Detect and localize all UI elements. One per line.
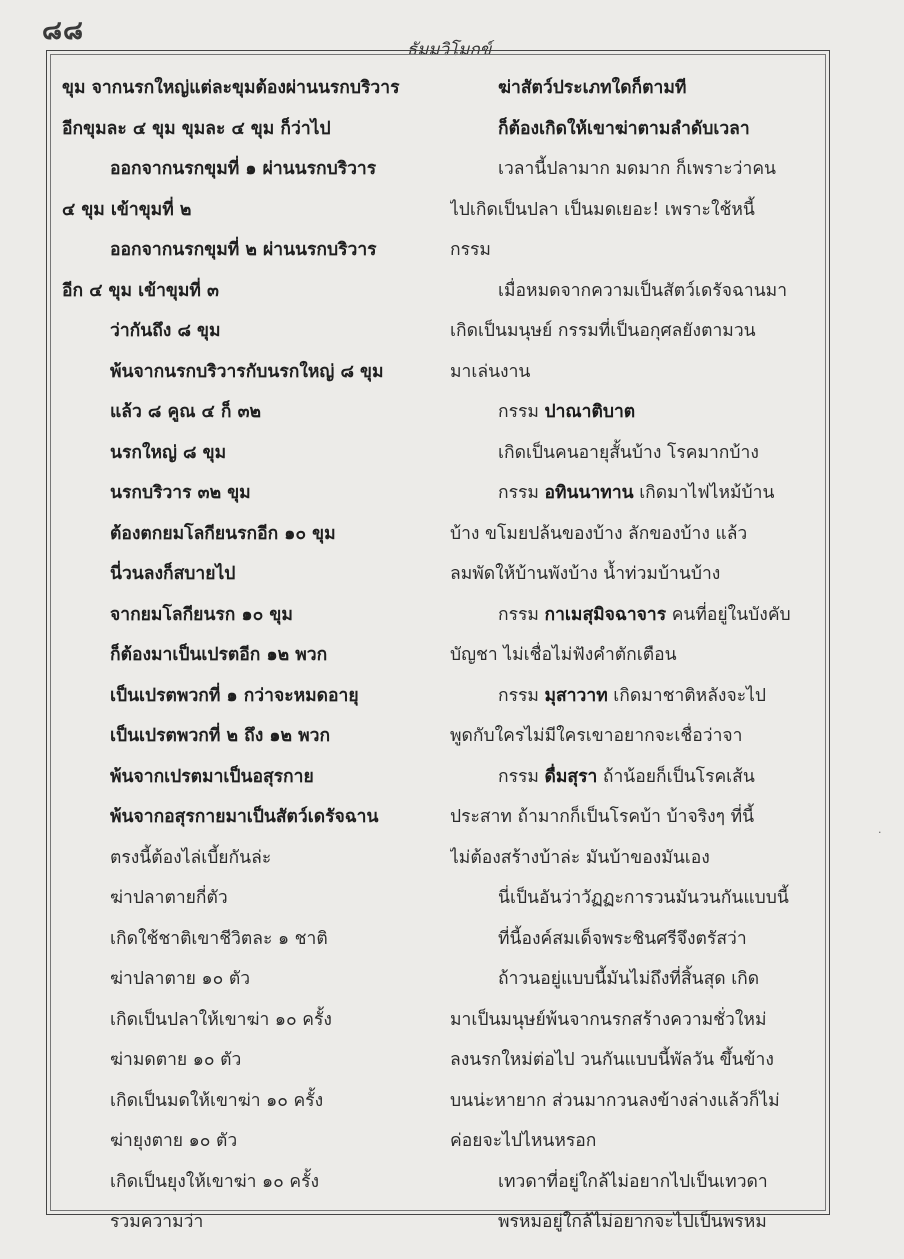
line-text: ไปเกิดเป็นปลา เป็นมดเยอะ! เพราะใช้หนี้: [450, 199, 755, 220]
line-text: กรรม: [498, 604, 545, 625]
text-line: [450, 716, 818, 757]
text-line: [450, 1000, 818, 1041]
running-title: ธัมมวิโมกข์: [406, 40, 492, 60]
text-line: [450, 392, 818, 433]
keyword: ปาณาติบาต: [544, 402, 636, 422]
line-text: เทวดาที่อยู่ใกล้ไม่อยากไปเป็นเทวดา: [498, 1171, 768, 1192]
text-line: [450, 1121, 818, 1162]
text-line: ฆ่าปลาตายกี่ตัว: [110, 888, 228, 908]
line-text: กรรม: [498, 402, 545, 422]
text-line: พ้นจากนรกบริวารกับนรกใหญ่ ๘ ขุม: [110, 361, 384, 382]
line-text: ประสาท ถ้ามากก็เป็นโรคบ้า บ้าจริงๆ ที่นี้: [450, 807, 755, 827]
text-line: [450, 190, 818, 231]
line-text: ลงนรกใหม่ต่อไป วนกันแบบนี้พัลวัน ขึ้นข้าง: [450, 1050, 774, 1070]
text-line: [450, 1162, 818, 1203]
text-line: ตรงนี้ต้องไล่เบี้ยกันล่ะ: [110, 847, 272, 868]
text-line: เป็นเปรตพวกที่ ๒ ถึง ๑๒ พวก: [110, 726, 331, 746]
text-line: พ้นจากอสุรกายมาเป็นสัตว์เดรัจฉาน: [110, 807, 379, 827]
line-text: พูดกับใครไม่มีใครเขาอยากจะเชื่อว่าจา: [450, 726, 743, 746]
text-line: เกิดเป็นมดให้เขาฆ่า ๑๐ ครั้ง: [110, 1090, 324, 1111]
text-line: แล้ว ๘ คูณ ๔ ก็ ๓๒: [110, 402, 262, 422]
text-line: เกิดใช้ชาติเขาชีวิตละ ๑ ชาติ: [110, 928, 328, 949]
text-line: [450, 838, 818, 879]
line-text: ถ้าน้อยก็เป็นโรคเส้น: [597, 766, 755, 787]
text-line: [450, 959, 818, 1000]
edge-mark: ·: [878, 826, 882, 839]
line-text: ฆ่าสัตว์ประเภทใดก็ตามที: [498, 78, 687, 98]
keyword: อทินนาทาน: [544, 483, 634, 503]
line-text: เวลานี้ปลามาก มดมาก ก็เพราะว่าคน: [498, 159, 776, 179]
keyword: กาเมสุมิจฉาจาร: [544, 604, 667, 625]
line-text: นี่เป็นอันว่าวัฏฏะการวนมันวนกันแบบนี้: [498, 888, 789, 908]
text-line: [450, 554, 818, 595]
text-line: [450, 514, 818, 555]
text-line: [450, 635, 818, 676]
text-line: [450, 68, 818, 109]
page-number: ๘๘: [42, 16, 85, 46]
line-text: บ้าง ขโมยปล้นของบ้าง ลักของบ้าง แล้ว: [450, 523, 748, 544]
line-text: กรรม: [498, 483, 545, 503]
text-line: [450, 149, 818, 190]
text-line: [450, 230, 818, 271]
text-line: [450, 473, 818, 514]
line-text: ก็ต้องเกิดให้เขาฆ่าตามลำดับเวลา: [498, 118, 750, 139]
text-line: [450, 595, 818, 636]
text-line: [450, 676, 818, 717]
text-line: นี่วนลงก็สบายไป: [110, 564, 236, 584]
line-text: เกิดเป็นคนอายุสั้นบ้าง โรคมากบ้าง: [498, 442, 759, 463]
text-line: ว่ากันถึง ๘ ขุม: [110, 321, 221, 341]
line-text: ค่อยจะไปไหนหรอก: [450, 1131, 597, 1151]
text-line: ต้องตกยมโลกียนรกอีก ๑๐ ขุม: [110, 523, 336, 544]
text-line: [450, 1081, 818, 1122]
line-text: เกิดมาชาติหลังจะไป: [607, 685, 767, 706]
line-text: พรหมอยู่ใกล้ไม่อยากจะไปเป็นพรหม: [498, 1212, 767, 1232]
line-text: บัญชา ไม่เชื่อไม่ฟังคำตักเตือน: [450, 645, 677, 665]
text-line: อีกขุมละ ๔ ขุม ขุมละ ๔ ขุม ก็ว่าไป: [62, 118, 331, 139]
text-line: ฆ่าปลาตาย ๑๐ ตัว: [110, 969, 251, 989]
text-line: ก็ต้องมาเป็นเปรตอีก ๑๒ พวก: [110, 645, 328, 665]
line-text: เกิดเป็นมนุษย์ กรรมที่เป็นอกุศลยังตามวน: [450, 321, 756, 341]
keyword: มุสาวาท: [544, 685, 608, 706]
line-text: บนน่ะหายาก ส่วนมากวนลงข้างล่างแล้วก็ไม่: [450, 1090, 780, 1111]
text-line: อีก ๔ ขุม เข้าขุมที่ ๓: [62, 280, 219, 301]
keyword: ดื่มสุรา: [544, 766, 598, 787]
text-line: [450, 797, 818, 838]
text-line: [450, 271, 818, 312]
text-line: [450, 311, 818, 352]
line-text: เกิดมาไฟไหม้บ้าน: [633, 483, 775, 503]
text-line: [450, 757, 818, 798]
line-text: ที่นี้องค์สมเด็จพระชินศรีจึงตรัสว่า: [498, 928, 747, 949]
line-text: คนที่อยู่ในบังคับ: [666, 604, 791, 625]
right-column: [450, 68, 818, 1243]
line-text: มาเป็นมนุษย์พ้นจากนรกสร้างความชั่วใหม่: [450, 1009, 767, 1030]
text-line: ออกจากนรกขุมที่ ๒ ผ่านนรกบริวาร: [110, 240, 377, 260]
text-line: เกิดเป็นยุงให้เขาฆ่า ๑๐ ครั้ง: [110, 1171, 320, 1192]
text-line: นรกใหญ่ ๘ ขุม: [110, 442, 227, 463]
text-line: [450, 352, 818, 393]
line-text: ลมพัดให้บ้านพังบ้าง น้ำท่วมบ้านบ้าง: [450, 564, 721, 584]
line-text: กรรม: [498, 766, 545, 787]
text-line: [450, 919, 818, 960]
text-line: รวมความว่า: [110, 1212, 204, 1232]
text-line: [450, 1202, 818, 1243]
text-line: นรกบริวาร ๓๒ ขุม: [110, 483, 251, 503]
line-text: เมื่อหมดจากความเป็นสัตว์เดรัจฉานมา: [498, 280, 788, 301]
text-line: เกิดเป็นปลาให้เขาฆ่า ๑๐ ครั้ง: [110, 1009, 332, 1030]
line-text: ไม่ต้องสร้างบ้าล่ะ มันบ้าของมันเอง: [450, 847, 710, 868]
text-line: ฆ่ายุงตาย ๑๐ ตัว: [110, 1131, 238, 1151]
left-column: [62, 68, 434, 1243]
text-line: [450, 433, 818, 474]
text-line: พ้นจากเปรตมาเป็นอสุรกาย: [110, 766, 314, 787]
line-text: กรรม: [498, 685, 545, 706]
line-text: ถ้าวนอยู่แบบนี้มันไม่ถึงที่สิ้นสุด เกิด: [498, 969, 760, 989]
text-line: ๔ ขุม เข้าขุมที่ ๒: [62, 199, 192, 220]
text-line: [450, 109, 818, 150]
text-line: ฆ่ามดตาย ๑๐ ตัว: [110, 1050, 242, 1070]
text-line: จากยมโลกียนรก ๑๐ ขุม: [110, 604, 293, 625]
line-text: มาเล่นงาน: [450, 361, 531, 382]
text-line: [450, 1040, 818, 1081]
text-line: ออกจากนรกขุมที่ ๑ ผ่านนรกบริวาร: [110, 159, 377, 179]
text-line: [450, 878, 818, 919]
text-line: เป็นเปรตพวกที่ ๑ กว่าจะหมดอายุ: [110, 685, 359, 706]
line-text: กรรม: [450, 240, 491, 260]
text-line: ขุม จากนรกใหญ่แต่ละขุมต้องผ่านนรกบริวาร: [62, 78, 400, 98]
